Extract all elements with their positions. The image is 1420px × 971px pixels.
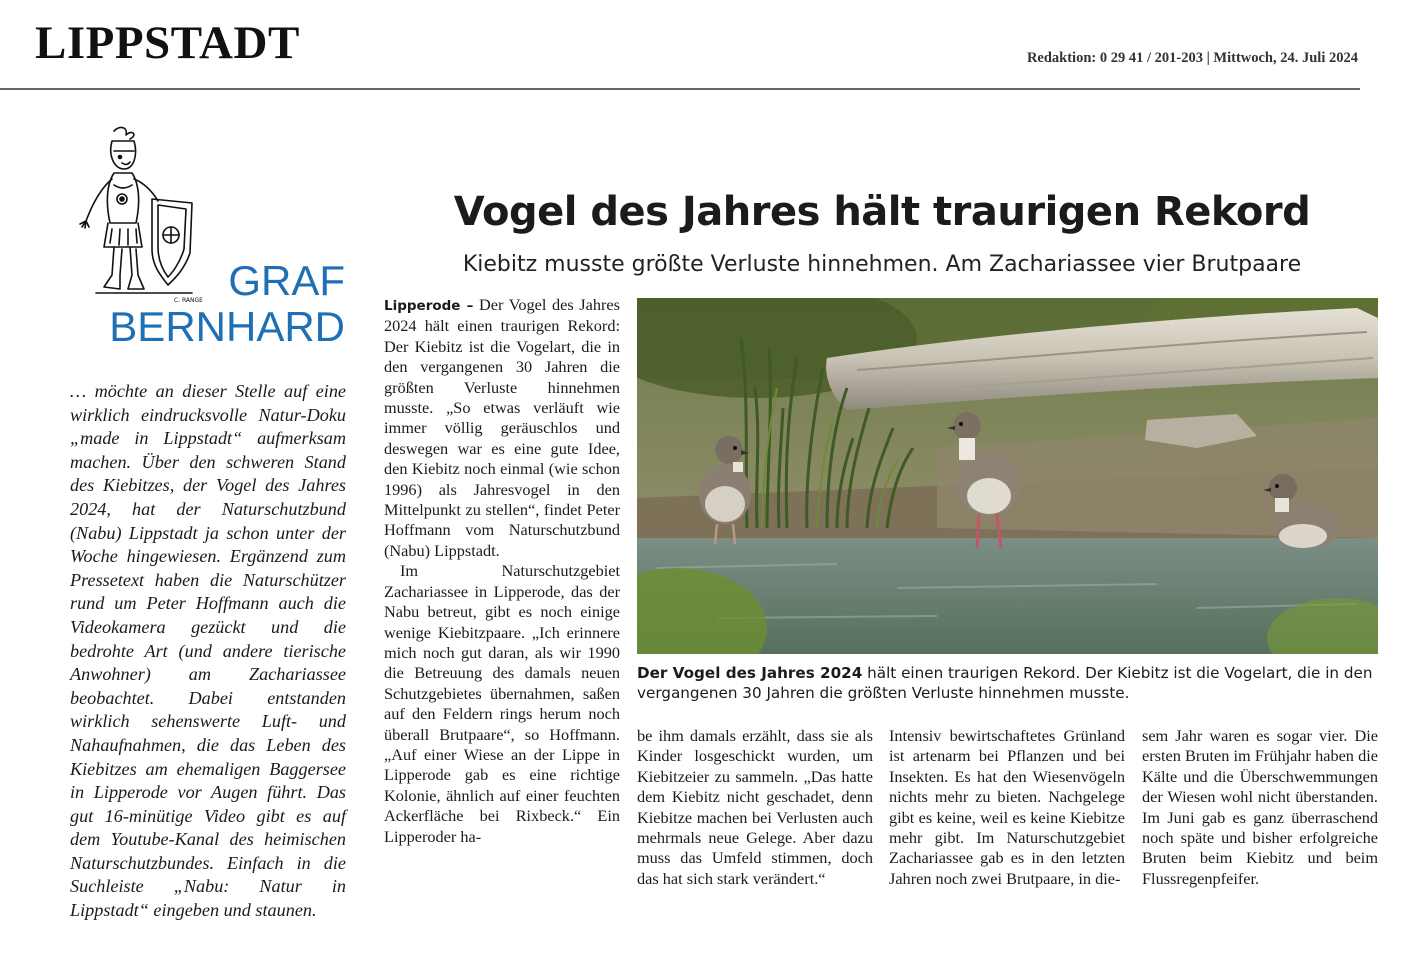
article-column-2: be ihm damals erzählt, dass sie als Kinder losgeschickt wurden, um Kiebitzeier zu sammeln. „Das hatte dem Kiebitz nicht geschadet, denn Kiebitze machen bei Verlusten auch mehrmals neue Gelege. Aber dazu muss das Umfeld stimmen, doch das hat sich stark verändert.“ xyxy=(637,726,873,888)
caption-text: hält einen traurigen Rekord. Der Kiebitz ist die Vogelart, die in den vergangenen 30 Jahren die größten Verluste hinnehmen musste. xyxy=(637,664,1373,702)
article-paragraph-1 xyxy=(384,295,620,561)
masthead-title: LIPPSTADT xyxy=(35,17,300,69)
article-paragraph-1-text: Der Vogel des Jahres 2024 hält einen traurigen Rekord: Der Kiebitz ist die Vogelart, die in den vergangenen 30 Jahren die größten Verluste hinnehmen musste. „So etwas verläuft wie immer völlig geräuschlos und deswegen war es eine gute Idee, den Kiebitz noch einmal (wie schon 1996) als Jahresvogel in den Mittelpunkt zu stellen“, findet Peter Hoffmann vom Naturschutzbund (Nabu) Lippstadt. xyxy=(384,295,620,560)
masthead-rule xyxy=(0,88,1360,90)
article-column-4: sem Jahr waren es sogar vier. Die ersten Bruten im Frühjahr haben die Kälte und die Überschwemmungen der Wiesen wohl nicht überstanden. Im Juni gab es ganz überraschend noch späte und bisher erfolgreiche Bruten beim Kiebitz und beim Flussregenpfeifer. xyxy=(1142,726,1378,888)
column-body-text: … möchte an dieser Stelle auf eine wirklich eindrucksvolle Natur-Doku „made in Lippstadt“ aufmerksam machen. Über den schweren Stand des Kiebitzes, der Vogel des Jahres 2024, hat der Naturschutzbund (Nabu) Lippstadt ja schon unter der Woche hingewiesen. Ergänzend zum Pressetext haben die Naturschützer rund um Peter Hoffmann auch die Videokamera gezückt und die bedrohte Art (und andere tierische Anwohner) am Zachariassee beobachtet. Dabei entstanden wirklich sehenswerte Luft- und Nahaufnahmen, die das Leben des Kiebitzes am ehemaligen Baggersee in Lipperode vor Augen führt. Das gut 16-minütige Video gibt es auf dem Youtube-Kanal des heimischen Naturschutzbundes. Einfach in die Suchleiste „Nabu: Natur in Lippstadt“ eingeben und staunen. xyxy=(70,381,346,921)
article-dateline: Lipperode – xyxy=(384,298,474,314)
masthead-meta: Redaktion: 0 29 41 / 201-203 | Mittwoch, 24. Juli 2024 xyxy=(1026,50,1358,66)
article-column-1 xyxy=(384,295,620,847)
column-title-line1: GRAF xyxy=(228,257,345,304)
article-headline: Vogel des Jahres hält traurigen Rekord xyxy=(453,189,1311,235)
column-title-line2: BERNHARD xyxy=(109,303,345,350)
article-paragraph-2: Im Naturschutzgebiet Zachariassee in Lipperode, das der Nabu betreut, gibt es noch einige wenige Kiebitzpaare. „Ich erinnere mich noch gut daran, als wir 1990 die Betreuung des damals neuen Schutzgebietes übernahmen, saßen auf den Feldern rings herum noch überall Brutpaare“, so Hoffmann. „Auf einer Wiese an der Lippe in Lipperode gab es eine richtige Kolonie, ähnlich auf einer feuchten Ackerfläche bei Rixbeck.“ Ein Lipperoder ha- xyxy=(384,561,620,846)
article-subheadline: Kiebitz musste größte Verluste hinnehmen. Am Zachariassee vier Brutpaare xyxy=(462,252,1302,277)
article-column-3: Intensiv bewirtschaftetes Grünland ist artenarm bei Pflanzen und bei Insekten. Es hat den Wiesenvögeln nichts mehr zu bieten. Nachgelege gibt es keine, weil es keine Kiebitze mehr gibt. Im Naturschutzgebiet Zachariassee gab es in den letzten Jahren noch zwei Brutpaare, in die- xyxy=(889,726,1125,888)
photo-caption xyxy=(637,663,1382,703)
mascot-signature: C. RANGE xyxy=(174,297,203,304)
kiebitz-photo xyxy=(637,298,1378,654)
caption-lead: Der Vogel des Jahres 2024 xyxy=(637,664,863,682)
column-title xyxy=(90,258,345,350)
